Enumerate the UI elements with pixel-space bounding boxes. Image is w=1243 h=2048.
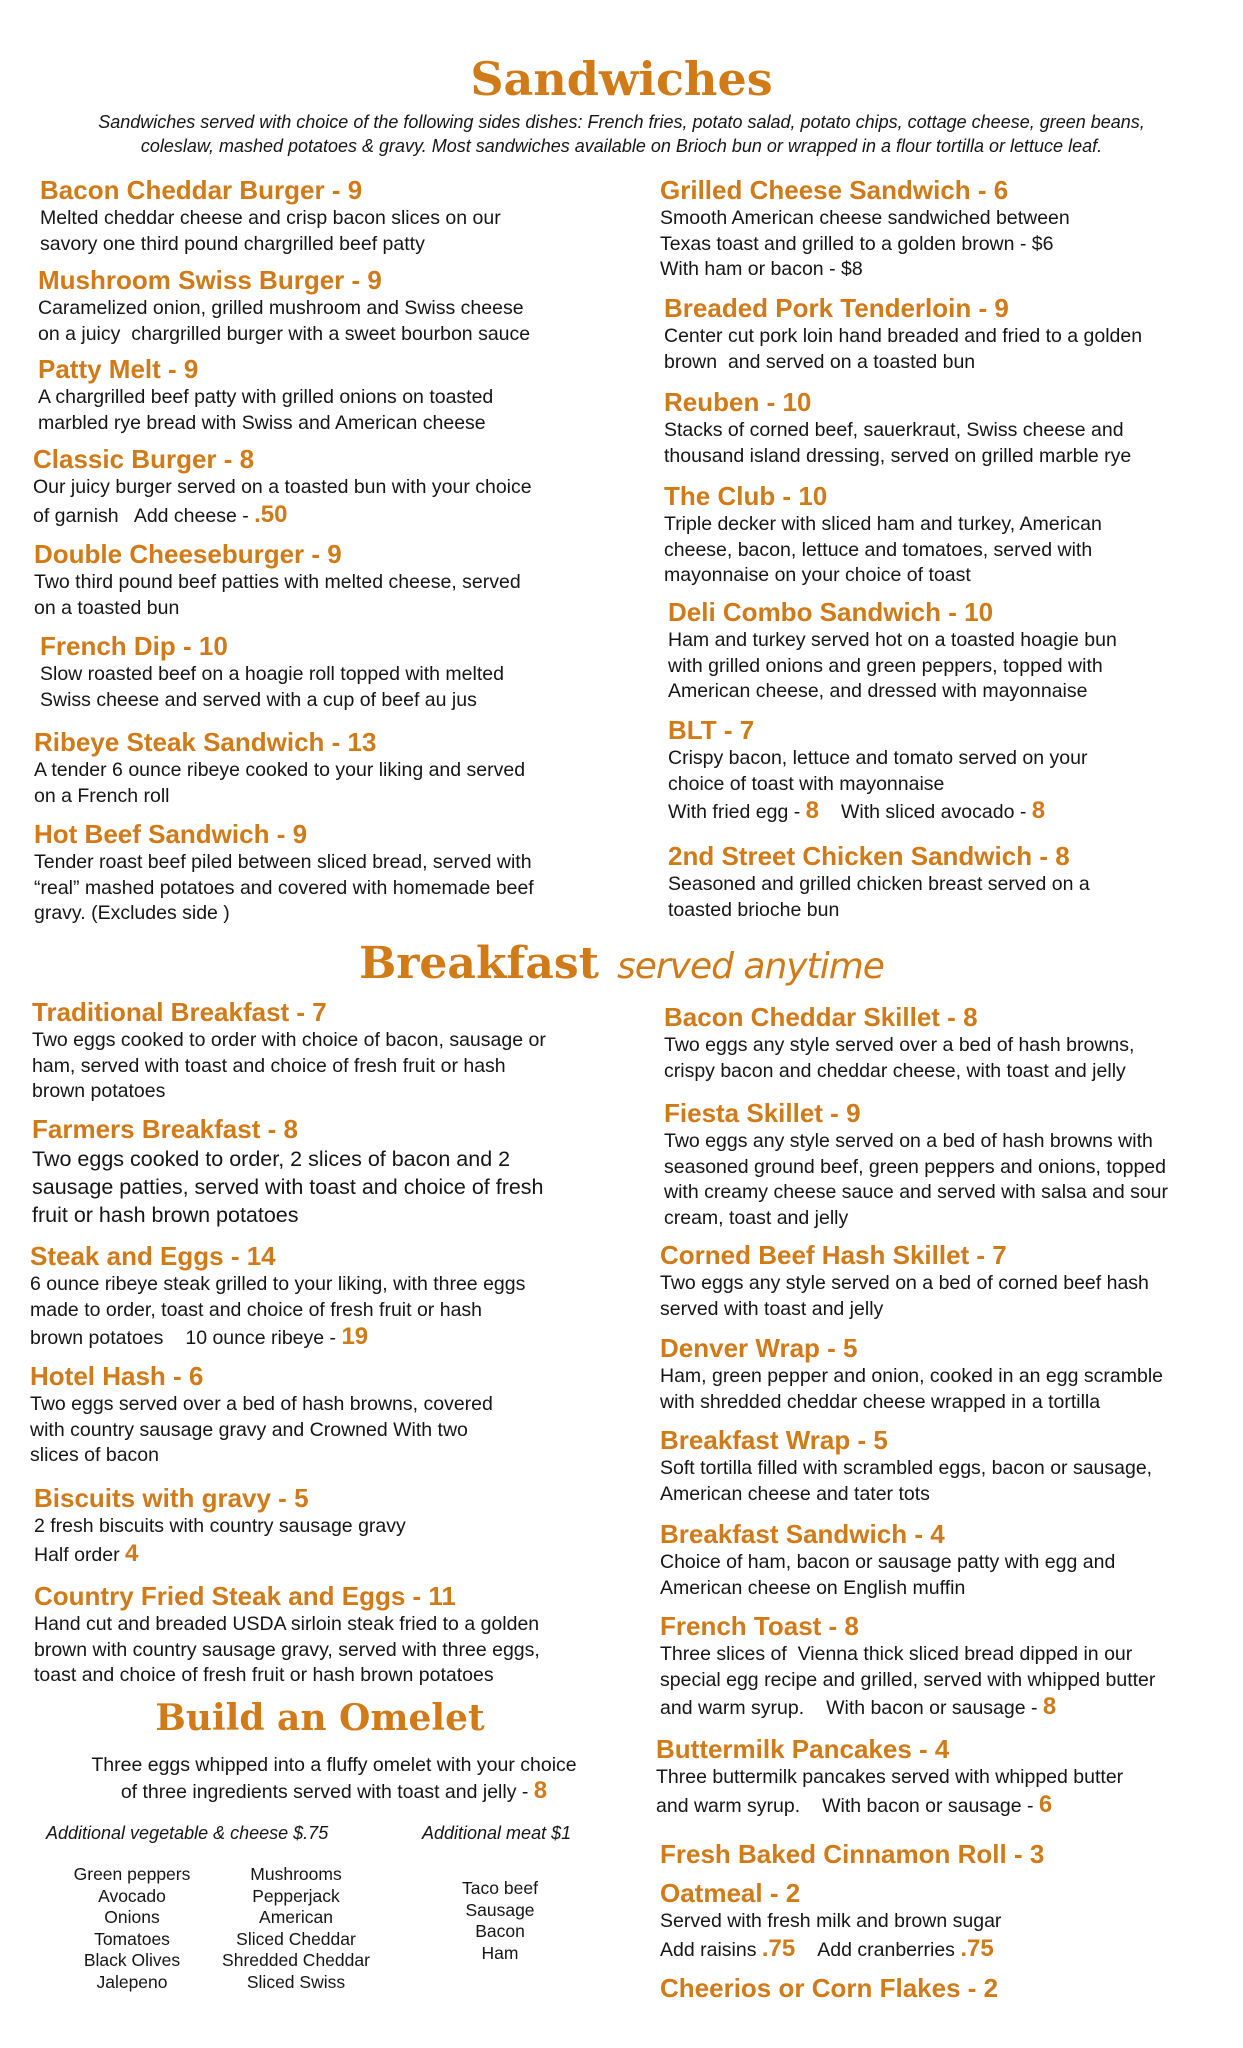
vegetable-option: Jalepeno [96, 1971, 168, 1992]
item-description-line: Soft tortilla filled with scrambled eggs, bacon or sausage, [660, 1457, 1153, 1479]
meat-option: Ham [481, 1942, 519, 1963]
item-description-line: 6 ounce ribeye steak grilled to your liking, with three eggs [30, 1273, 526, 1295]
item-description-line: Tender roast beef piled between sliced bread, served with [34, 851, 532, 873]
item-description-line: Two eggs cooked to order, 2 slices of bacon and 2 [32, 1147, 511, 1171]
vegetable-option: Tomatoes [94, 1928, 170, 1949]
cheese-option: Sliced Cheddar [236, 1928, 356, 1949]
cheese-option: American [259, 1907, 333, 1927]
item-name: Fresh Baked Cinnamon Roll - 3 [660, 1839, 1045, 1869]
item-description-line: Slow roasted beef on a hoagie roll topped with melted [40, 663, 504, 685]
vegetable-list [52, 1864, 212, 1993]
menu-item [30, 1240, 525, 1352]
omelet-title: Build an Omelet [155, 1697, 485, 1739]
item-name: Mushroom Swiss Burger - 9 [38, 265, 382, 295]
item-name: The Club - 10 [664, 481, 828, 511]
item-name: Breakfast Wrap - 5 [660, 1425, 888, 1455]
menu-item [664, 1001, 1134, 1084]
option-price: 6 [1038, 1790, 1053, 1818]
breakfast-subtitle: served anytime [616, 946, 884, 987]
menu-item [40, 630, 504, 713]
item-description-line: American cheese and tater tots [660, 1482, 930, 1505]
item-description-line: choice of toast with mayonnaise [668, 772, 945, 795]
item-description-line: Melted cheddar cheese and crisp bacon slices on our [40, 207, 501, 229]
intro-line: coleslaw, mashed potatoes & gravy. Most sandwiches available on Brioch bun or wrapped in a flour tortilla or lettuce leaf. [140, 136, 1103, 156]
item-description-line: American cheese on English muffin [660, 1576, 966, 1599]
breakfast-heading [0, 938, 1243, 989]
menu-item [664, 1097, 1168, 1231]
option-text: and warm syrup. [656, 1794, 801, 1817]
item-description-line: A chargrilled beef patty with grilled onions on toasted [38, 386, 494, 408]
item-description-line: cheese, bacon, lettuce and tomatoes, served with [664, 538, 1093, 561]
item-description-line: Three slices of Vienna thick sliced bread dipped in our [660, 1643, 1133, 1665]
item-description-line: Two eggs any style served over a bed of hash browns, [664, 1034, 1135, 1056]
item-name: Farmers Breakfast - 8 [32, 1114, 298, 1144]
item-description-line: brown potatoes [32, 1080, 166, 1102]
option-text: With sliced avocado - [841, 801, 1032, 823]
item-description-line: Ham, green pepper and onion, cooked in an egg scramble [660, 1365, 1163, 1387]
meat-option: Sausage [465, 1899, 535, 1920]
item-name: Cheerios or Corn Flakes - 2 [660, 1973, 999, 2003]
meat-option: Taco beef [462, 1878, 538, 1898]
menu-item [660, 1877, 1001, 1964]
item-options [34, 1540, 406, 1569]
item-options [660, 1693, 1155, 1722]
option-price: 8 [805, 797, 819, 824]
item-description-line: Our juicy burger served on a toasted bun with your choice [33, 476, 532, 498]
menu-item [668, 840, 1090, 923]
item-name: Grilled Cheese Sandwich - 6 [660, 175, 1009, 205]
item-description-line: Ham and turkey served hot on a toasted hoagie bun [668, 629, 1117, 651]
item-name: Denver Wrap - 5 [660, 1333, 858, 1363]
menu-item [660, 1972, 998, 2004]
option-text: Half order [34, 1543, 126, 1566]
option-text: 10 ounce ribeye - [185, 1327, 342, 1349]
cheese-option: Mushrooms [250, 1864, 342, 1884]
omelet-price: 8 [533, 1777, 548, 1804]
item-name: Fiesta Skillet - 9 [664, 1098, 861, 1128]
item-description-line: toasted brioche bun [668, 898, 840, 921]
item-name: Ribeye Steak Sandwich - 13 [34, 727, 377, 757]
item-description-line: Caramelized onion, grilled mushroom and Swiss cheese [38, 297, 524, 319]
menu-item [660, 1424, 1152, 1507]
item-description-line: Choice of ham, bacon or sausage patty with egg and [660, 1551, 1116, 1573]
item-name: Corned Beef Hash Skillet - 7 [660, 1240, 1007, 1270]
item-name: Hotel Hash - 6 [30, 1361, 204, 1391]
item-description-line: mayonnaise on your choice of toast [664, 564, 971, 586]
item-description-line: “real” mashed potatoes and covered with homemade beef [34, 876, 534, 899]
item-description-line: fruit or hash brown potatoes [32, 1203, 299, 1227]
option-price: 8 [1031, 797, 1046, 824]
item-description-line: Two third pound beef patties with melted cheese, served [34, 571, 521, 593]
menu-item [34, 726, 525, 809]
item-description-line: Two eggs cooked to order with choice of bacon, sausage or [32, 1029, 546, 1051]
item-name: Reuben - 10 [664, 387, 812, 417]
menu-item [660, 1610, 1155, 1722]
item-description-line: thousand island dressing, served on grilled marble rye [664, 444, 1132, 467]
item-description-line: on a French roll [34, 784, 170, 807]
item-name: Bacon Cheddar Skillet - 8 [664, 1002, 978, 1032]
item-description-line: savory one third pound chargrilled beef patty [40, 232, 425, 255]
omelet-description [34, 1752, 634, 1805]
item-description-line: Crispy bacon, lettuce and tomato served on your [668, 747, 1088, 769]
omelet-desc-line: Three eggs whipped into a fluffy omelet with your choice [91, 1754, 577, 1776]
veg-cheese-header: Additional vegetable & cheese $.75 [46, 1823, 329, 1843]
menu-item [656, 1733, 1123, 1820]
item-description-line: Smooth American cheese sandwiched between [660, 207, 1070, 229]
cheese-option: Sliced Swiss [246, 1971, 346, 1992]
menu-item [660, 1239, 1149, 1322]
menu-item [40, 174, 501, 257]
item-description-line: brown with country sausage gravy, served with three eggs, [34, 1638, 540, 1661]
item-description-line: brown and served on a toasted bun [664, 350, 976, 373]
menu-item [33, 443, 532, 530]
item-options [656, 1791, 1123, 1820]
menu-item [34, 818, 534, 927]
item-name: Buttermilk Pancakes - 4 [656, 1734, 950, 1764]
option-text: and warm syrup. [660, 1697, 805, 1719]
intro-line: Sandwiches served with choice of the following sides dishes: French fries, potato salad, potato chips, cottage cheese, green beans, [98, 112, 1145, 132]
item-description-line: American cheese, and dressed with mayonnaise [668, 680, 1088, 702]
item-description-line: marbled rye bread with Swiss and American cheese [38, 411, 486, 434]
item-description-line: on a toasted bun [34, 596, 180, 619]
item-name: Breaded Pork Tenderloin - 9 [664, 293, 1009, 323]
option-price: .75 [761, 1934, 796, 1962]
item-description-line: cream, toast and jelly [664, 1206, 849, 1229]
menu-item [668, 596, 1117, 705]
item-name: Steak and Eggs - 14 [30, 1241, 276, 1271]
option-price: .75 [960, 1934, 994, 1962]
menu-item [664, 386, 1131, 469]
meat-header: Additional meat $1 [422, 1823, 572, 1843]
menu-item [34, 1580, 540, 1689]
breakfast-title: Breakfast [359, 938, 599, 989]
option-text: Add cranberries [817, 1938, 961, 1961]
item-options [660, 1935, 1001, 1964]
item-description-line: with grilled onions and green peppers, topped with [668, 654, 1103, 677]
item-name: Breakfast Sandwich - 4 [660, 1519, 945, 1549]
item-name: Biscuits with gravy - 5 [34, 1483, 309, 1513]
option-price: .50 [254, 500, 288, 528]
menu-item [664, 480, 1102, 589]
option-price: 8 [1042, 1693, 1057, 1720]
item-description-line: Served with fresh milk and brown sugar [660, 1910, 1002, 1932]
menu-item [660, 1332, 1163, 1415]
vegetable-option: Avocado [98, 1885, 166, 1906]
item-description-line: ham, served with toast and choice of fresh fruit or hash [32, 1054, 506, 1077]
sandwiches-intro [40, 110, 1203, 158]
item-description-line: 2 fresh biscuits with country sausage gravy [34, 1515, 406, 1537]
omelet-desc-text: of three ingredients served with toast and jelly - [120, 1781, 534, 1803]
item-description-line: seasoned ground beef, green peppers and onions, topped [664, 1155, 1166, 1178]
menu-item [660, 1838, 1044, 1870]
item-name: Traditional Breakfast - 7 [32, 997, 327, 1027]
item-description-line: sausage patties, served with toast and choice of fresh [32, 1175, 544, 1199]
item-description-line: Hand cut and breaded USDA sirloin steak fried to a golden [34, 1613, 540, 1635]
item-name: Patty Melt - 9 [38, 354, 199, 384]
item-description-line: with creamy cheese sauce and served with salsa and sour [664, 1181, 1169, 1203]
item-description-line: served with toast and jelly [660, 1297, 884, 1320]
item-description-line: with shredded cheddar cheese wrapped in a tortilla [660, 1390, 1101, 1413]
menu-item [32, 996, 546, 1105]
menu-item [668, 714, 1087, 826]
item-description-line: Two eggs any style served on a bed of hash browns with [664, 1130, 1153, 1152]
menu-item [664, 292, 1142, 375]
item-description-line: on a juicy chargrilled burger with a sweet bourbon sauce [38, 322, 531, 345]
item-description-line: Center cut pork loin hand breaded and fried to a golden [664, 325, 1143, 347]
item-options [668, 797, 1087, 826]
item-name: Deli Combo Sandwich - 10 [668, 597, 994, 627]
item-description-line: Two eggs served over a bed of hash browns, covered [30, 1393, 493, 1415]
item-description-line: toast and choice of fresh fruit or hash brown potatoes [34, 1664, 494, 1686]
omelet-desc-line [34, 1778, 634, 1805]
item-name: Hot Beef Sandwich - 9 [34, 819, 308, 849]
item-name: Double Cheeseburger - 9 [34, 539, 342, 569]
item-description-line: gravy. (Excludes side ) [34, 902, 230, 924]
item-name: French Toast - 8 [660, 1611, 859, 1641]
menu-item [660, 1518, 1115, 1601]
cheese-list [208, 1864, 384, 1993]
item-name: French Dip - 10 [40, 631, 228, 661]
menu-item [34, 538, 521, 621]
vegetable-option: Onions [104, 1907, 160, 1927]
item-description-line: made to order, toast and choice of fresh fruit or hash [30, 1298, 483, 1321]
cheese-option: Pepperjack [252, 1885, 340, 1906]
item-options [33, 501, 532, 530]
item-description-line: Triple decker with sliced ham and turkey, American [664, 513, 1102, 535]
item-description-line: crispy bacon and cheddar cheese, with toast and jelly [664, 1059, 1126, 1082]
item-description-line: special egg recipe and grilled, served with whipped butter [660, 1668, 1156, 1691]
option-text: of garnish Add cheese - [33, 504, 255, 527]
item-name: BLT - 7 [668, 715, 755, 745]
menu-item [30, 1360, 493, 1469]
item-description-line: A tender 6 ounce ribeye cooked to your liking and served [34, 759, 526, 781]
meat-option: Bacon [475, 1921, 525, 1941]
menu-item [32, 1113, 544, 1229]
item-description-line: With ham or bacon - $8 [660, 258, 863, 280]
vegetable-option: Black Olives [83, 1950, 181, 1970]
item-description-line: with country sausage gravy and Crowned With two [30, 1418, 468, 1441]
sandwiches-title: Sandwiches [470, 52, 773, 106]
item-name: Bacon Cheddar Burger - 9 [40, 175, 363, 205]
vegetable-option: Green peppers [73, 1864, 191, 1884]
menu-item [660, 174, 1070, 283]
item-name: 2nd Street Chicken Sandwich - 8 [668, 841, 1070, 871]
option-text: With bacon or sausage - [822, 1794, 1039, 1817]
menu-item [38, 353, 493, 436]
option-price: 19 [341, 1323, 369, 1350]
item-description-line: Three buttermilk pancakes served with whipped butter [656, 1766, 1124, 1788]
item-description-line: Texas toast and grilled to a golden brown - $6 [660, 232, 1054, 255]
item-description-line: Seasoned and grilled chicken breast served on a [668, 873, 1090, 895]
item-description-line: Stacks of corned beef, sauerkraut, Swiss cheese and [664, 419, 1124, 441]
menu-item [38, 264, 530, 347]
menu-item [34, 1482, 406, 1569]
item-name: Classic Burger - 8 [33, 444, 255, 474]
meat-list [430, 1878, 570, 1964]
cheese-option: Shredded Cheddar [222, 1950, 370, 1970]
item-name: Oatmeal - 2 [660, 1878, 801, 1908]
item-options [30, 1323, 525, 1352]
option-text: Add raisins [660, 1938, 762, 1961]
item-name: Country Fried Steak and Eggs - 11 [34, 1581, 456, 1611]
option-text: With bacon or sausage - [826, 1697, 1043, 1719]
item-description-line: Two eggs any style served on a bed of corned beef hash [660, 1272, 1149, 1294]
item-description-line: slices of bacon [30, 1444, 159, 1466]
option-text: brown potatoes [30, 1327, 164, 1349]
option-price: 4 [125, 1539, 139, 1567]
item-description-line: Swiss cheese and served with a cup of beef au jus [40, 688, 477, 711]
option-text: With fried egg - [668, 801, 806, 823]
